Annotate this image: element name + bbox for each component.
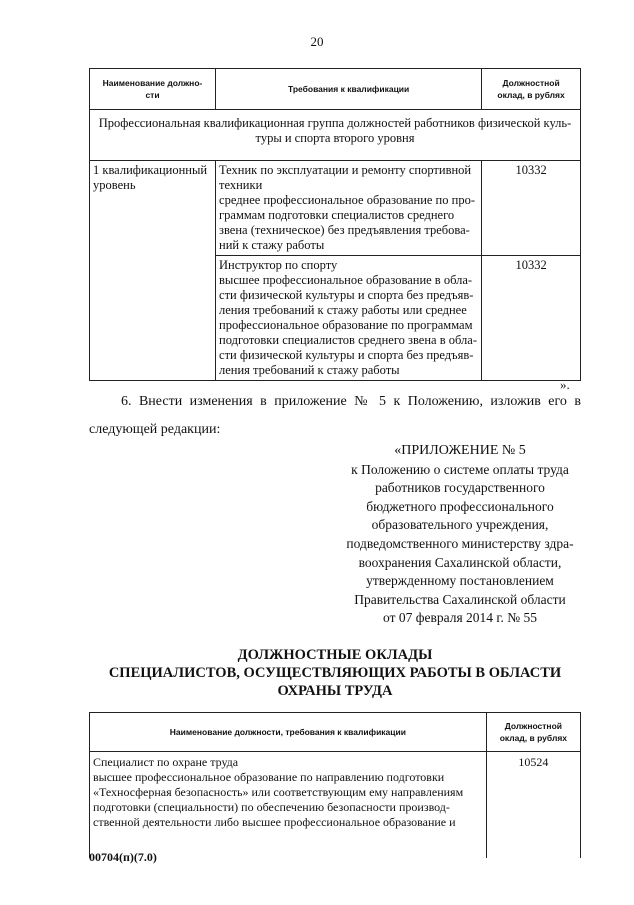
appendix-block: [330, 442, 590, 628]
amendment-line-2: следующей редакции:: [89, 422, 221, 437]
appendix-heading: «ПРИЛОЖЕНИЕ № 5: [394, 443, 526, 458]
salary-cell: [482, 256, 581, 381]
qualification-table: [89, 68, 581, 381]
group-row: [90, 110, 581, 161]
table-header-row: [90, 713, 581, 752]
requirements-text: Инструктор по спорту высшее профессиональное образование в обла- сти физической культуры и спорта без предъяв- ления требований к стажу работы или среднее профессиональное образование по программам подготовки специалистов среднего звена в обла- сти физической культуры и спорта без предъяв- ления требований к стажу работы: [219, 258, 477, 377]
salary-text: 10332: [515, 258, 547, 272]
header-position-requirements-label: Наименование должности, требования к квалификации: [169, 727, 406, 737]
salary-text: 10524: [518, 755, 549, 769]
header-salary: [486, 713, 580, 752]
document-title: ДОЛЖНОСТНЫЕ ОКЛАДЫ СПЕЦИАЛИСТОВ, ОСУЩЕСТВЛЯЮЩИХ РАБОТЫ В ОБЛАСТИ ОХРАНЫ ТРУДА: [108, 647, 562, 699]
table-row: [90, 161, 581, 256]
header-salary: [482, 69, 581, 110]
header-salary-label: Должностной оклад, в рублях: [497, 78, 565, 100]
header-requirements-label: Требования к квалификации: [287, 84, 410, 94]
salary-table: [89, 712, 581, 858]
amendment-line-1: 6. Внести изменения в приложение № 5 к Положению, изложив его в: [121, 394, 581, 409]
closing-quote: ».: [560, 377, 570, 392]
header-position-label: Наименование должно- сти: [102, 78, 203, 100]
table-row: [90, 752, 581, 859]
appendix-body: к Положению о системе оплаты труда работников государственного бюджетного профессионального образовательного учреждения, подведомственного министерству здра- воохранения Сахалинской области, утвержденному постановлением Правительства Сахалинской области от 07 февраля 2014 г. № 55: [346, 461, 574, 626]
page-number: 20: [310, 34, 324, 49]
header-requirements: [216, 69, 482, 110]
header-position-requirements: [90, 713, 487, 752]
qualification-level: [90, 161, 216, 381]
document-code: 00704(п)(7.0): [89, 850, 157, 864]
requirements-cell: [216, 256, 482, 381]
position-requirements-text: Специалист по охране труда высшее профессиональное образование по направлению подготовки «Техносферная безопасность» или соответствующим ему направлениям подготовки (специальности) по обеспечению безопасности производ- ственной деятельности либо высшее профессиональное образование и: [93, 755, 464, 829]
position-requirements-cell: [90, 752, 487, 859]
salary-cell: [482, 161, 581, 256]
header-position: [90, 69, 216, 110]
table-header-row: [90, 69, 581, 110]
group-title-text: Профессиональная квалификационная группа должностей работников физической куль- туры и спорта второго уровня: [98, 116, 572, 145]
requirements-text: Техник по эксплуатации и ремонту спортивной техники среднее профессиональное образование по про- граммам подготовки специалистов среднего звена (техническое) без предъявления требова- ний к стажу работы: [219, 163, 475, 252]
salary-text: 10332: [515, 163, 547, 177]
qualification-level-text: 1 квалификационный уровень: [93, 163, 208, 192]
salary-cell: [486, 752, 580, 859]
requirements-cell: [216, 161, 482, 256]
group-title: [90, 110, 581, 161]
amendment-paragraph: [89, 388, 581, 444]
header-salary-label: Должностной оклад, в рублях: [499, 721, 568, 743]
